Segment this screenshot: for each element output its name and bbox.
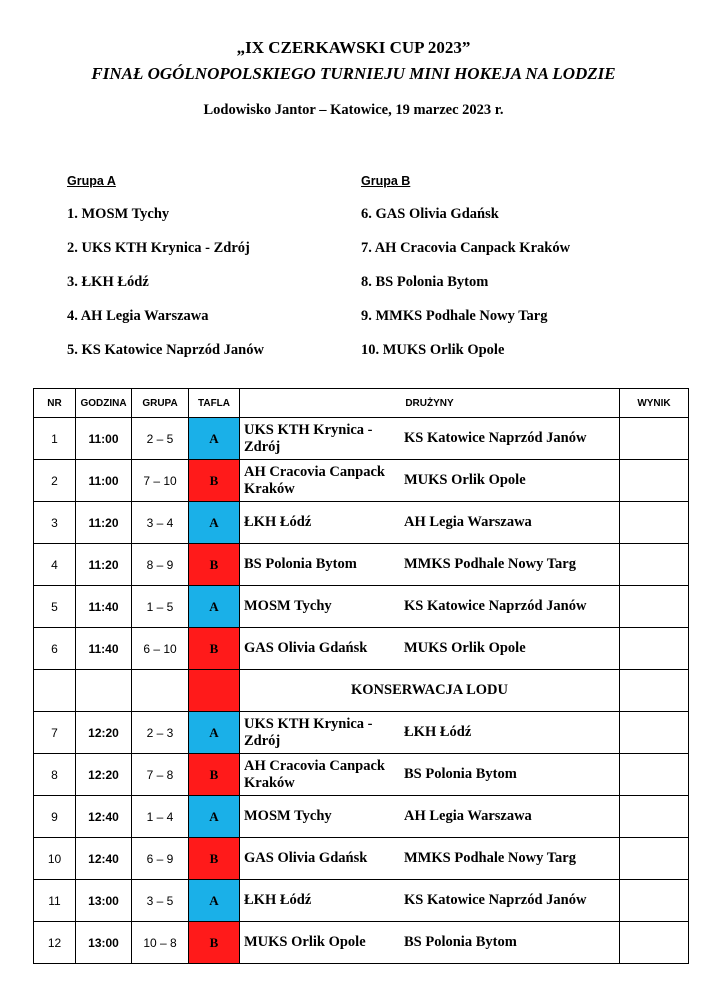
away-team: MMKS Podhale Nowy Targ [404,850,576,866]
match-row [34,460,689,502]
teams-cell [240,502,620,544]
result-cell [620,544,689,586]
group-b-team: 9. MMKS Podhale Nowy Targ [361,308,548,324]
rink-cell: A [189,586,240,628]
match-number: 7 [34,712,76,754]
match-number: 4 [34,544,76,586]
venue-date: Lodowisko Jantor – Katowice, 19 marzec 2023 r. [203,102,504,118]
match-row [34,628,689,670]
group-a [67,174,264,375]
header-tafla: TAFLA [189,389,240,418]
break-row [34,670,689,712]
teams-cell [240,796,620,838]
match-row [34,754,689,796]
match-number: 10 [34,838,76,880]
document-title: „IX CZERKAWSKI CUP 2023” [236,38,471,57]
header-wynik: WYNIK [620,389,689,418]
rink-cell: B [189,460,240,502]
match-time: 12:20 [76,712,132,754]
rink-cell: B [189,754,240,796]
home-team: ŁKH Łódź [244,514,312,530]
group-a-team: 3. ŁKH Łódź [67,274,149,290]
away-team: MMKS Podhale Nowy Targ [404,556,576,572]
away-team: AH Legia Warszawa [404,808,532,824]
group-b [361,174,570,375]
match-group-pair: 3 – 5 [132,880,189,922]
away-team: KS Katowice Naprzód Janów [404,430,587,446]
result-cell [620,586,689,628]
result-cell [620,418,689,460]
match-row [34,502,689,544]
match-group-pair: 10 – 8 [132,922,189,964]
header-grupa: GRUPA [132,389,189,418]
rink-cell: A [189,712,240,754]
teams-cell [240,712,620,754]
match-time: 12:40 [76,838,132,880]
match-time: 13:00 [76,880,132,922]
break-empty-cell [132,670,189,712]
result-cell [620,628,689,670]
match-row [34,586,689,628]
group-a-team: 2. UKS KTH Krynica - Zdrój [67,240,250,256]
result-cell [620,922,689,964]
match-time: 11:20 [76,502,132,544]
document-subtitle: FINAŁ OGÓLNOPOLSKIEGO TURNIEJU MINI HOKEJA NA LODZIE [91,64,616,83]
match-number: 5 [34,586,76,628]
teams-cell [240,544,620,586]
teams-cell [240,418,620,460]
teams-cell [240,838,620,880]
match-number: 6 [34,628,76,670]
away-team: KS Katowice Naprzód Janów [404,598,587,614]
match-row [34,712,689,754]
teams-cell [240,586,620,628]
group-b-team: 7. AH Cracovia Canpack Kraków [361,240,571,256]
rink-cell: A [189,880,240,922]
schedule-table [33,388,689,964]
teams-cell [240,754,620,796]
home-team: MUKS Orlik Opole [244,934,366,950]
rink-cell: B [189,628,240,670]
match-time: 12:20 [76,754,132,796]
match-number: 2 [34,460,76,502]
break-empty-cell [34,670,76,712]
result-cell [620,502,689,544]
group-b-label: Grupa B [361,174,411,188]
group-a-team: 5. KS Katowice Naprzód Janów [67,342,264,358]
rink-cell: B [189,838,240,880]
rink-cell: A [189,418,240,460]
match-group-pair: 6 – 9 [132,838,189,880]
match-number: 3 [34,502,76,544]
group-a-label: Grupa A [67,174,116,188]
match-time: 11:40 [76,628,132,670]
teams-cell [240,922,620,964]
group-b-team: 8. BS Polonia Bytom [361,274,489,290]
header-druzyny: DRUŻYNY [240,389,620,418]
result-cell [620,460,689,502]
home-team: BS Polonia Bytom [244,556,357,572]
group-a-team: 4. AH Legia Warszawa [67,308,209,324]
match-group-pair: 7 – 10 [132,460,189,502]
home-team: UKS KTH Krynica - Zdrój [244,421,373,455]
result-cell [620,754,689,796]
group-a-team: 1. MOSM Tychy [67,206,170,222]
break-empty-cell [76,670,132,712]
result-cell [620,796,689,838]
home-team: AH Cracovia Canpack Kraków [244,757,385,791]
match-number: 9 [34,796,76,838]
break-rink-cell [189,670,240,712]
group-b-team: 6. GAS Olivia Gdańsk [361,206,499,222]
match-row [34,544,689,586]
match-time: 13:00 [76,922,132,964]
header-nr: NR [34,389,76,418]
rink-cell: B [189,922,240,964]
match-time: 11:00 [76,418,132,460]
away-team: BS Polonia Bytom [404,934,517,950]
home-team: AH Cracovia Canpack Kraków [244,463,385,497]
match-time: 11:20 [76,544,132,586]
group-b-team: 10. MUKS Orlik Opole [361,342,505,358]
result-cell [620,712,689,754]
away-team: KS Katowice Naprzód Janów [404,892,587,908]
rink-cell: A [189,502,240,544]
rink-cell: B [189,544,240,586]
match-number: 12 [34,922,76,964]
match-group-pair: 1 – 4 [132,796,189,838]
match-row [34,880,689,922]
ice-maintenance-label: KONSERWACJA LODU [240,670,620,712]
home-team: GAS Olivia Gdańsk [244,640,368,656]
match-group-pair: 6 – 10 [132,628,189,670]
match-group-pair: 2 – 3 [132,712,189,754]
match-group-pair: 1 – 5 [132,586,189,628]
home-team: MOSM Tychy [244,808,332,824]
result-cell [620,838,689,880]
match-time: 11:40 [76,586,132,628]
match-row [34,796,689,838]
rink-cell: A [189,796,240,838]
teams-cell [240,460,620,502]
teams-cell [240,880,620,922]
away-team: MUKS Orlik Opole [404,640,526,656]
away-team: MUKS Orlik Opole [404,472,526,488]
home-team: ŁKH Łódź [244,892,312,908]
home-team: UKS KTH Krynica - Zdrój [244,715,373,749]
match-time: 11:00 [76,460,132,502]
match-row [34,418,689,460]
match-group-pair: 7 – 8 [132,754,189,796]
match-time: 12:40 [76,796,132,838]
match-number: 8 [34,754,76,796]
home-team: MOSM Tychy [244,598,332,614]
break-empty-cell [620,670,689,712]
result-cell [620,880,689,922]
away-team: AH Legia Warszawa [404,514,532,530]
away-team: ŁKH Łódź [404,724,472,740]
match-number: 1 [34,418,76,460]
home-team: GAS Olivia Gdańsk [244,850,368,866]
match-group-pair: 8 – 9 [132,544,189,586]
match-row [34,838,689,880]
away-team: BS Polonia Bytom [404,766,517,782]
match-group-pair: 2 – 5 [132,418,189,460]
teams-cell [240,628,620,670]
match-number: 11 [34,880,76,922]
header-godzina: GODZINA [76,389,132,418]
match-row [34,922,689,964]
match-group-pair: 3 – 4 [132,502,189,544]
